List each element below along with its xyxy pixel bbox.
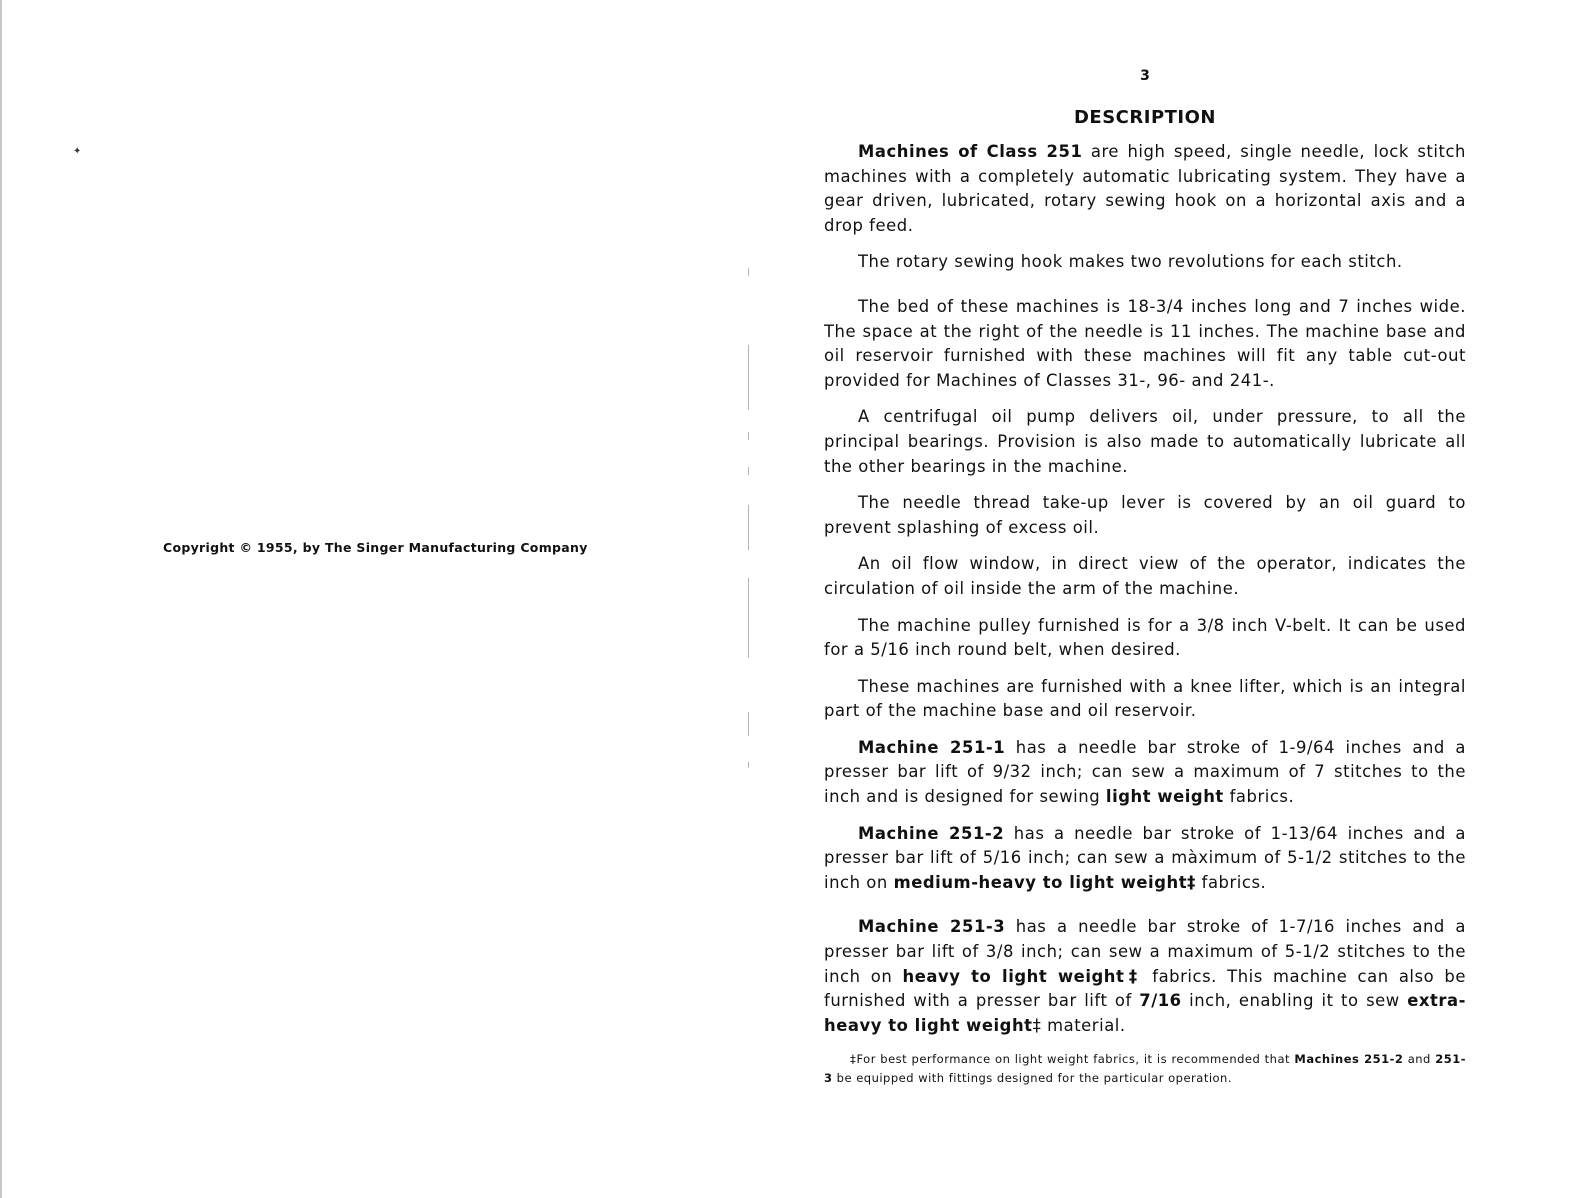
footnote-text: ‡For best performance on light weight fabrics, it is recommended that xyxy=(850,1052,1295,1067)
bold-fabric-weight: light weight xyxy=(1105,787,1224,807)
copyright-notice: Copyright © 1955, by The Singer Manufacturing Company xyxy=(163,540,588,555)
gutter-tick xyxy=(748,578,749,658)
paragraph-text: inch, enabling it to sew xyxy=(1181,991,1408,1011)
paragraph-oil-pump xyxy=(824,405,1466,479)
gutter-tick xyxy=(748,432,749,440)
paragraph-text: An oil flow window, in direct view of the operator, indicates the circulation of oil inside the arm of the machine. xyxy=(824,554,1466,598)
paragraph-text: ‡ material. xyxy=(1032,1015,1126,1035)
gutter-tick xyxy=(748,762,749,768)
paragraph-text: has a needle bar stroke of 1-9/64 inches and a presser bar lift of 9/32 inch; can sew a maximum of 7 stitches to the inch and is designed for sewing xyxy=(824,737,1466,807)
paragraph-text: fabrics. xyxy=(1223,787,1295,807)
paragraph-text: has a needle bar stroke of 1-7/16 inches and a presser bar lift of 3/8 inch; can sew a maximum of 5-1/2 stitches to the inch on xyxy=(824,917,1466,986)
printer-mark: ✦ xyxy=(73,146,82,157)
paragraph-text: A centrifugal oil pump delivers oil, under pressure, to all the principal bearings. Provision is also made to automatically lubricate all the other bearings in the machine. xyxy=(824,407,1466,476)
paragraph-text: are high speed, single needle, lock stitch machines with a completely automatic lubricating system. They have a gear driven, lubricated, rotary sewing hook on a horizontal axis and a drop feed. xyxy=(824,142,1466,235)
section-heading: DESCRIPTION xyxy=(1073,107,1216,128)
paragraph-machine-251-1 xyxy=(824,736,1466,810)
paragraph-hook xyxy=(824,250,1466,275)
paragraph-text: has a needle bar stroke of 1-13/64 inches and a presser bar lift of 5/16 inch; can sew a màximum of 5-1/2 stitches to the inch on xyxy=(824,823,1467,892)
gutter-binding-marks xyxy=(748,0,750,1198)
bold-lead: Machine 251-1 xyxy=(858,737,1006,757)
bold-lift-value: 7/16 xyxy=(1139,991,1182,1011)
gutter-tick xyxy=(748,505,749,550)
paragraph-machine-251-3 xyxy=(824,915,1466,1038)
footnote-bold: Machines 251-2 xyxy=(1294,1052,1404,1067)
bold-lead: Machine 251-2 xyxy=(858,823,1005,843)
footnote-text: and xyxy=(1403,1052,1436,1067)
paragraph-pulley xyxy=(824,614,1466,663)
paragraph-text: fabrics. xyxy=(1195,872,1267,892)
paragraph-knee-lifter xyxy=(824,675,1466,724)
gutter-tick xyxy=(748,345,749,410)
footnote-text: be equipped with fittings designed for the particular operation. xyxy=(832,1071,1232,1086)
footnote-bold: 251-3 xyxy=(824,1052,1466,1086)
left-page xyxy=(0,0,760,1198)
paragraph-text: These machines are furnished with a knee lifter, which is an integral part of the machine base and oil reservoir. xyxy=(824,676,1466,721)
bold-fabric-weight: extra-heavy to light weight xyxy=(824,991,1466,1035)
paragraph-text: The bed of these machines is 18-3/4 inches long and 7 inches wide. The space at the right of the needle is 11 inches. The machine base and oil reservoir furnished with these machines will fit any table cut-out provided for Machines of Classes 31-, 96- and 241-. xyxy=(824,296,1466,390)
paragraph-text: fabrics. This machine can also be furnished with a presser bar lift of xyxy=(824,966,1466,1011)
page-number: 3 xyxy=(1140,68,1150,84)
paragraph-text: The machine pulley furnished is for a 3/8 inch V-belt. It can be used for a 5/16 inch round belt, when desired. xyxy=(824,615,1466,660)
paragraph-text: The needle thread take-up lever is covered by an oil guard to prevent splashing of excess oil. xyxy=(824,493,1466,537)
bold-fabric-weight: heavy to light weight‡ xyxy=(902,966,1143,986)
paragraph-take-up-lever xyxy=(824,491,1466,540)
paragraph-bed xyxy=(824,295,1466,393)
paragraph-class-overview xyxy=(824,140,1466,238)
gutter-tick xyxy=(748,268,749,276)
description-body xyxy=(824,140,1466,1088)
paragraph-machine-251-2 xyxy=(824,822,1466,896)
paragraph-oil-window xyxy=(824,552,1466,601)
bold-lead: Machine 251-3 xyxy=(858,917,1006,937)
right-page xyxy=(820,0,1470,1198)
footnote xyxy=(824,1050,1466,1088)
bold-fabric-weight: medium-heavy to light weight‡ xyxy=(893,872,1196,892)
paragraph-text: The rotary sewing hook makes two revolutions for each stitch. xyxy=(858,252,1403,272)
gutter-tick xyxy=(748,712,749,736)
gutter-tick xyxy=(748,467,749,475)
bold-lead: Machines of Class 251 xyxy=(858,142,1083,161)
